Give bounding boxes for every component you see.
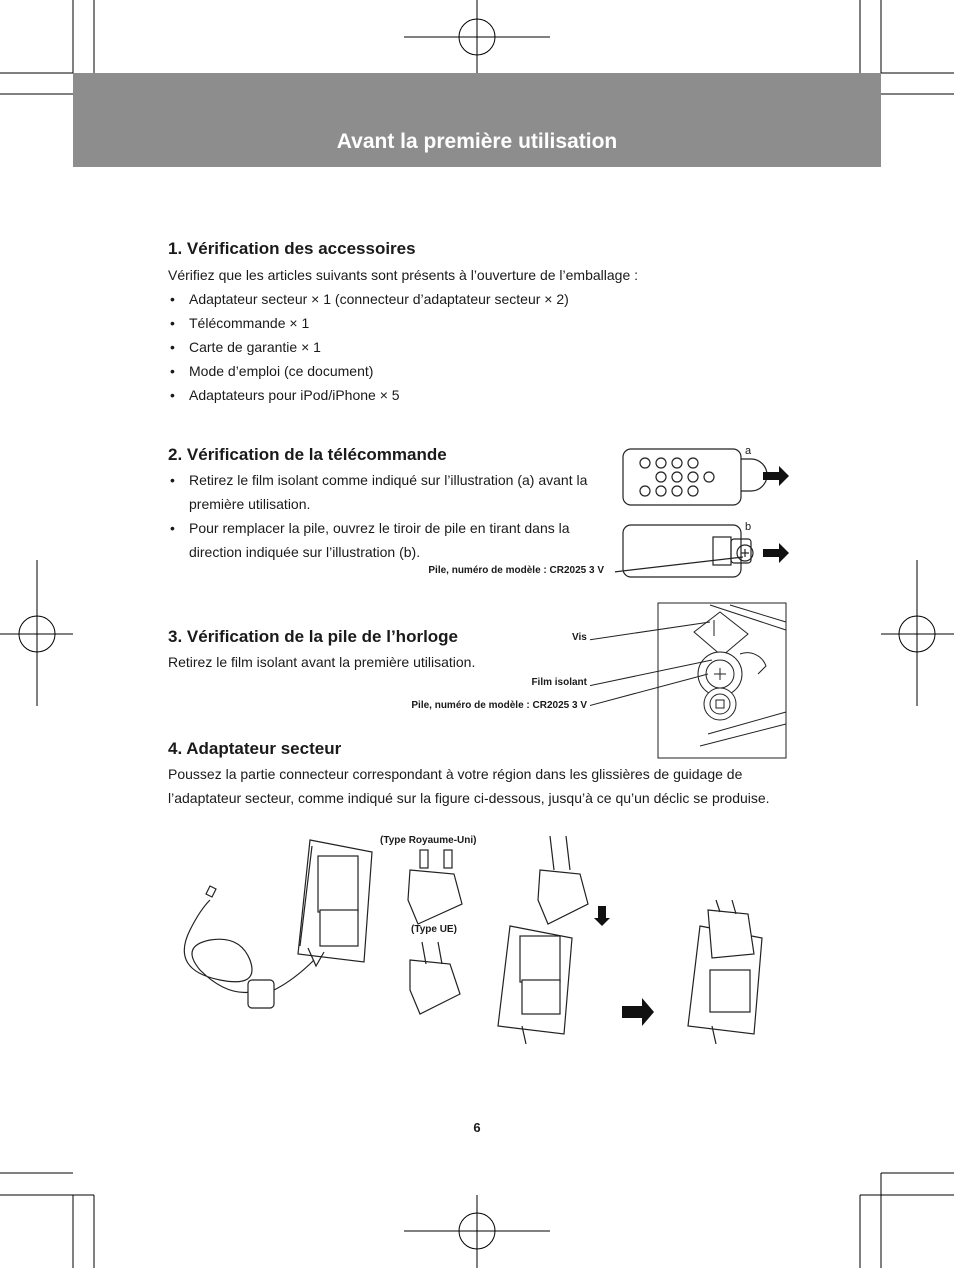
screw-label: Vis	[572, 632, 587, 643]
list-item: • Retirez le film isolant comme indiqué sur l’illustration (a) avant la première utilisation.	[168, 468, 608, 516]
section-3-text: Retirez le film isolant avant la première utilisation.	[168, 654, 476, 670]
list-item: • Adaptateurs pour iPod/iPhone × 5	[168, 383, 768, 407]
figure-b-label: b	[745, 521, 752, 533]
section-3-heading: 3. Vérification de la pile de l’horloge	[168, 627, 459, 646]
clock-battery-illustration	[590, 602, 788, 760]
list-item: • Télécommande × 1	[168, 311, 768, 335]
section-4-heading: 4. Adaptateur secteur	[168, 739, 342, 758]
page-number: 6	[473, 1120, 481, 1135]
clock-battery-label: Pile, numéro de modèle : CR2025 3 V	[411, 700, 587, 711]
remote-battery-label: Pile, numéro de modèle : CR2025 3 V	[428, 565, 604, 576]
list-item: • Pour remplacer la pile, ouvrez le tiroir de pile en tirant dans la direction indiquée sur l’illustration (b).	[168, 516, 608, 564]
section-1-heading: 1. Vérification des accessoires	[168, 239, 416, 258]
list-item: • Adaptateur secteur × 1 (connecteur d’adaptateur secteur × 2)	[168, 287, 768, 311]
figure-a-label: a	[745, 445, 752, 457]
page-title: Avant la première utilisation	[336, 130, 618, 153]
list-item: • Mode d’emploi (ce document)	[168, 359, 768, 383]
section-2-heading: 2. Vérification de la télécommande	[168, 445, 447, 464]
ac-adapter-illustration	[170, 830, 785, 1050]
section-4-text: Poussez la partie connecteur correspondant à votre région dans les glissières de guidage de l’adaptateur secteur, comme indiqué sur la figure ci-dessous, jusqu’à ce qu’un déclic se produise.	[168, 766, 770, 806]
section-1-intro: Vérifiez que les articles suivants sont présents à l’ouverture de l’emballage :	[168, 267, 639, 283]
uk-type-label: (Type Royaume-Uni)	[380, 835, 477, 846]
eu-type-label: (Type UE)	[411, 924, 457, 935]
insulating-film-label: Film isolant	[531, 677, 587, 688]
list-item: • Carte de garantie × 1	[168, 335, 768, 359]
remote-illustration	[615, 445, 795, 585]
page-header-banner	[73, 73, 881, 167]
remote-instructions-list	[168, 468, 608, 564]
accessories-list	[168, 287, 768, 407]
